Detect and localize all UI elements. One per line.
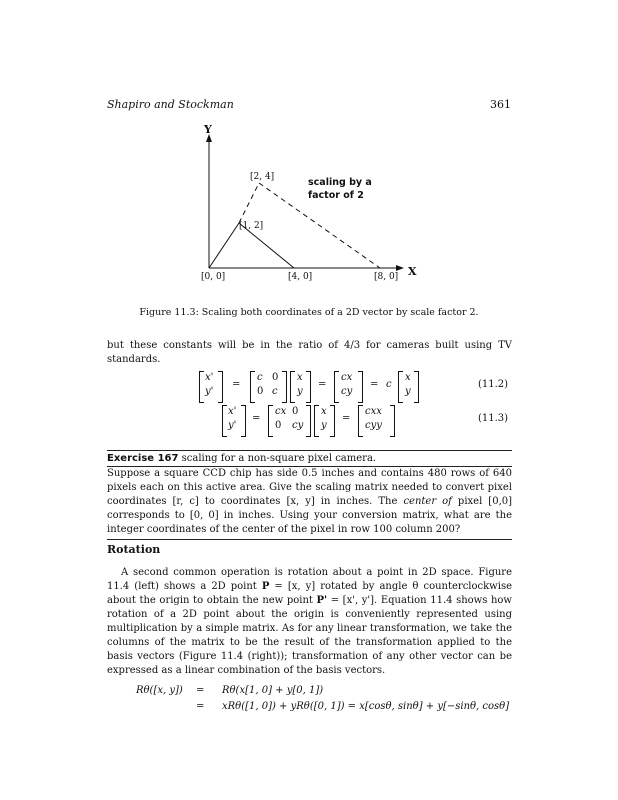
rotation-line-2: xRθ([1, 0]) + yRθ([0, 1]) = x[cosθ, sinθ] + y[−sinθ, cosθ] bbox=[222, 701, 510, 712]
exercise-emphasis: center of bbox=[403, 496, 452, 507]
scaled-vector bbox=[239, 183, 259, 223]
point-label-8-0: [8, 0] bbox=[374, 272, 399, 282]
point-label-1-2: [1, 2] bbox=[239, 221, 264, 231]
page-number: 361 bbox=[490, 98, 511, 111]
section-title: Rotation bbox=[107, 543, 161, 556]
equation-number-11-3: (11.3) bbox=[478, 413, 509, 424]
exercise-label: Exercise 167 bbox=[107, 453, 179, 464]
exercise-text-1: Suppose a square CCD chip has side 0.5 inches and contains 480 rows of 640 pixels each on this active area. Give the scaling matrix needed to convert pixel coordinates [r, c] to coordinates [x, y] in inches. The bbox=[107, 468, 512, 507]
equation-number-11-2: (11.2) bbox=[478, 379, 509, 390]
annotation-line-2: factor of 2 bbox=[308, 190, 364, 201]
paragraph-ratio: but these constants will be in the ratio of 4/3 for cameras built using TV standards. bbox=[107, 340, 512, 365]
rotation-paragraph: A second common operation is rotation about a point in 2D space. Figure 11.4 (left) shows a 2D point P = [x, y] rotated by angle θ counterclockwise about the origin to obtain the new point P' = [x', y']. Equation 11.4 shows how rotation of a 2D point about the origin is conveniently represented using multiplication by a simple matrix. As for any linear transformation, we take the columns of the matrix to be the result of the transformation applied to the basis vectors (Figure 11.4 (right)); transformation of any other vector can be expressed as a linear combination of the basis vectors. bbox=[107, 567, 512, 676]
original-vector bbox=[209, 223, 239, 268]
exercise-box bbox=[107, 450, 512, 540]
exercise-text-2: pixel [0,0] corresponds to [0, 0] in inches. Using your conversion matrix, what are the integer coordinates of the center of the pixel in row 100 column 200? bbox=[107, 496, 513, 535]
annotation-line-1: scaling by a bbox=[308, 177, 372, 188]
running-header-authors: Shapiro and Stockman bbox=[107, 98, 234, 111]
exercise-title: scaling for a non-square pixel camera. bbox=[181, 453, 377, 464]
rotation-line-1: Rθ(x[1, 0] + y[0, 1]) bbox=[222, 685, 324, 696]
rotation-lhs: Rθ([x, y]) bbox=[136, 685, 183, 696]
point-label-4-0: [4, 0] bbox=[288, 272, 313, 282]
point-label-2-4: [2, 4] bbox=[250, 172, 275, 182]
y-axis-label: Y bbox=[204, 123, 212, 136]
scaling-figure bbox=[190, 118, 430, 288]
x-axis-label: X bbox=[408, 265, 417, 278]
point-label-0-0: [0, 0] bbox=[201, 272, 226, 282]
figure-caption: Figure 11.3: Scaling both coordinates of a 2D vector by scale factor 2. bbox=[139, 307, 479, 318]
